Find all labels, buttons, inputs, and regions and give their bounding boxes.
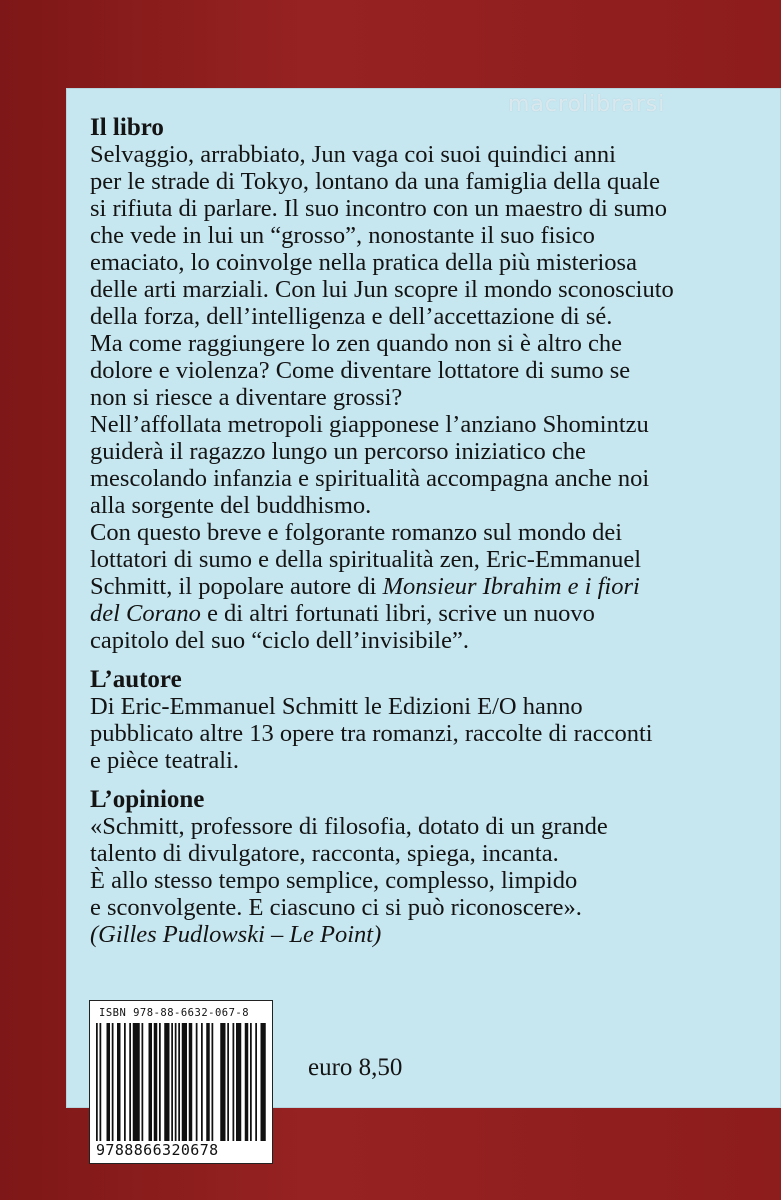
book-title-italic: Monsieur Ibrahim e i fiori (382, 573, 640, 600)
text-line: È allo stesso tempo semplice, complesso, limpido (90, 867, 578, 894)
text-line: guiderà il ragazzo lungo un percorso iniziatico che (90, 438, 586, 465)
text-line: Con questo breve e folgorante romanzo sul mondo dei (90, 519, 623, 546)
review-paragraph (90, 813, 750, 948)
barcode-bar (233, 1023, 235, 1141)
barcode-bar (182, 1023, 187, 1141)
barcode-bar (196, 1023, 198, 1141)
text-line: alla sorgente del buddhismo. (90, 492, 372, 519)
barcode-bar (201, 1023, 203, 1141)
book-title-italic: del Corano (90, 600, 201, 627)
barcode-bar (178, 1023, 180, 1141)
text-line: pubblicato altre 13 opere tra romanzi, raccolte di racconti (90, 720, 653, 747)
barcode-bar (107, 1023, 111, 1141)
text-line: si rifiuta di parlare. Il suo incontro con un maestro di sumo (90, 195, 667, 222)
back-cover-text (90, 114, 750, 948)
barcode-bar (154, 1023, 158, 1141)
barcode-bar (227, 1023, 229, 1141)
barcode-bar (117, 1023, 121, 1141)
text-line: Nell’affollata metropoli giapponese l’anziano Shomintzu (90, 411, 649, 438)
text-line: Di Eric-Emmanuel Schmitt le Edizioni E/O hanno (90, 693, 583, 720)
barcode-bar (245, 1023, 249, 1141)
text-line (90, 573, 750, 600)
barcode-digits: 9788866320678 (96, 1141, 219, 1159)
barcode-bars (94, 1023, 268, 1141)
text-line: emaciato, lo coinvolge nella pratica della più misteriosa (90, 249, 637, 276)
text-line: della forza, dell’intelligenza e dell’accettazione di sé. (90, 303, 613, 330)
text-line: per le strade di Tokyo, lontano da una famiglia della quale (90, 168, 660, 195)
barcode-bar (164, 1023, 169, 1141)
watermark: macrolibrarsi (508, 92, 666, 117)
text-line: non si riesce a diventare grossi? (90, 384, 403, 411)
text-line: lottatori di sumo e della spiritualità zen, Eric-Emmanuel (90, 546, 642, 573)
barcode-bar (250, 1023, 252, 1141)
text-line: che vede in lui un “grosso”, nonostante il suo fisico (90, 222, 595, 249)
barcode-bar (255, 1023, 257, 1141)
author-paragraph (90, 693, 750, 774)
text-line: «Schmitt, professore di filosofia, dotato di un grande (90, 813, 608, 840)
section-heading-autore: L’autore (90, 666, 182, 693)
text-line: e pièce teatrali. (90, 747, 239, 774)
barcode-bar (220, 1023, 225, 1141)
text-line: e sconvolgente. E ciascuno ci si può riconoscere». (90, 894, 582, 921)
barcode-bar (206, 1023, 210, 1141)
barcode-bar (129, 1023, 131, 1141)
barcode-bar (159, 1023, 161, 1141)
barcode-bar (124, 1023, 126, 1141)
barcode-bar (189, 1023, 193, 1141)
text-fragment: Schmitt, il popolare autore di (90, 573, 383, 600)
barcode-bar (212, 1023, 214, 1141)
text-line: Selvaggio, arrabbiato, Jun vaga coi suoi quindici anni (90, 141, 616, 168)
barcode-bar (149, 1023, 153, 1141)
text-line: delle arti marziali. Con lui Jun scopre il mondo sconosciuto (90, 276, 674, 303)
barcode-bar (261, 1023, 266, 1141)
section-heading-opinione: L’opinione (90, 786, 205, 813)
barcode (89, 1000, 273, 1164)
barcode-bar (171, 1023, 173, 1141)
synopsis-paragraph (90, 141, 750, 654)
text-line (90, 600, 750, 627)
barcode-bar (100, 1023, 102, 1141)
barcode-bar (142, 1023, 144, 1141)
section-heading-libro: Il libro (90, 114, 164, 141)
text-line: mescolando infanzia e spiritualità accompagna anche noi (90, 465, 650, 492)
barcode-bar (112, 1023, 114, 1141)
barcode-bar (236, 1023, 241, 1141)
text-line: dolore e violenza? Come diventare lottatore di sumo se (90, 357, 631, 384)
price-label: euro 8,50 (308, 1054, 403, 1081)
text-line: capitolo del suo “ciclo dell’invisibile”. (90, 627, 469, 654)
barcode-bar (133, 1023, 140, 1141)
barcode-bar (96, 1023, 98, 1141)
text-line: talento di divulgatore, racconta, spiega, incanta. (90, 840, 559, 867)
isbn-label: ISBN 978-88-6632-067-8 (99, 1007, 250, 1019)
barcode-bar (175, 1023, 177, 1141)
text-fragment: e di altri fortunati libri, scrive un nuovo (200, 600, 595, 627)
review-citation: (Gilles Pudlowski – Le Point) (90, 921, 382, 948)
text-line: Ma come raggiungere lo zen quando non si è altro che (90, 330, 623, 357)
